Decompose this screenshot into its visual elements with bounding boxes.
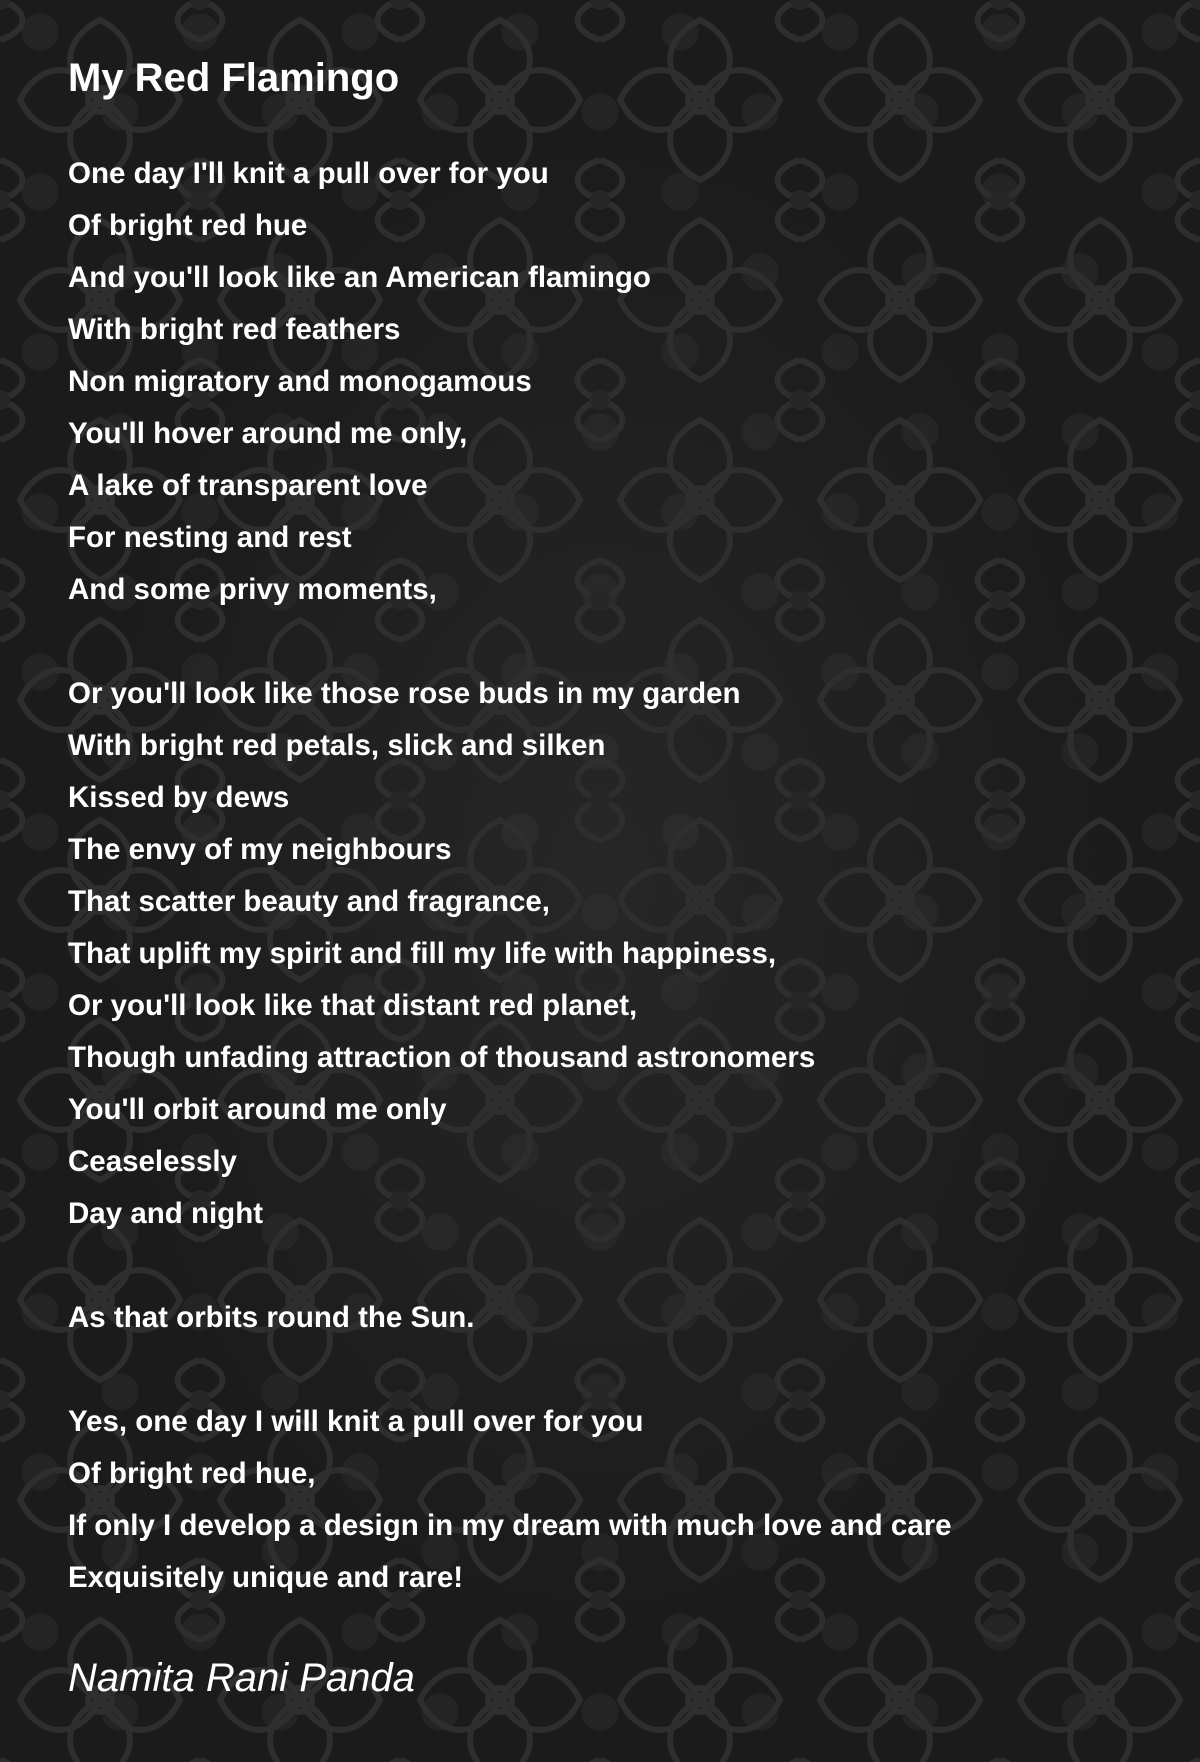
poem-body xyxy=(68,148,1148,1604)
stanza-break xyxy=(68,616,1148,668)
stanza-break xyxy=(68,1240,1148,1292)
poem-title: My Red Flamingo xyxy=(68,56,400,100)
stanza-break xyxy=(68,1344,1148,1396)
poem-author: Namita Rani Panda xyxy=(68,1656,415,1700)
poem-line: And you'll look like an American flamingo xyxy=(68,261,651,294)
poem-line: With bright red petals, slick and silken xyxy=(68,729,606,762)
poem-line: You'll hover around me only, xyxy=(68,417,468,450)
poem-line: Though unfading attraction of thousand astronomers xyxy=(68,1041,816,1074)
poem-line: Non migratory and monogamous xyxy=(68,365,532,398)
poem-line: For nesting and rest xyxy=(68,521,352,554)
poem-line: The envy of my neighbours xyxy=(68,833,452,866)
poem-line: That scatter beauty and fragrance, xyxy=(68,885,550,918)
poem-line: If only I develop a design in my dream with much love and care xyxy=(68,1509,952,1542)
poem-line: Of bright red hue xyxy=(68,209,308,242)
poem-line: That uplift my spirit and fill my life with happiness, xyxy=(68,937,777,970)
poem-line: Exquisitely unique and rare! xyxy=(68,1561,464,1594)
poem-line: As that orbits round the Sun. xyxy=(68,1301,475,1334)
poem-line: Ceaselessly xyxy=(68,1145,237,1178)
poem-line: Or you'll look like that distant red planet, xyxy=(68,989,638,1022)
poem-line: One day I'll knit a pull over for you xyxy=(68,157,549,190)
poem-line: Or you'll look like those rose buds in my garden xyxy=(68,677,741,710)
poem-line: Yes, one day I will knit a pull over for you xyxy=(68,1405,644,1438)
poem-line: You'll orbit around me only xyxy=(68,1093,447,1126)
poem-line: Day and night xyxy=(68,1197,264,1230)
poem-line: Of bright red hue, xyxy=(68,1457,316,1490)
poem-content xyxy=(68,48,1148,1708)
poem-line: With bright red feathers xyxy=(68,313,401,346)
poem-line: Kissed by dews xyxy=(68,781,290,814)
poem-line: A lake of transparent love xyxy=(68,469,428,502)
poem-line: And some privy moments, xyxy=(68,573,437,606)
